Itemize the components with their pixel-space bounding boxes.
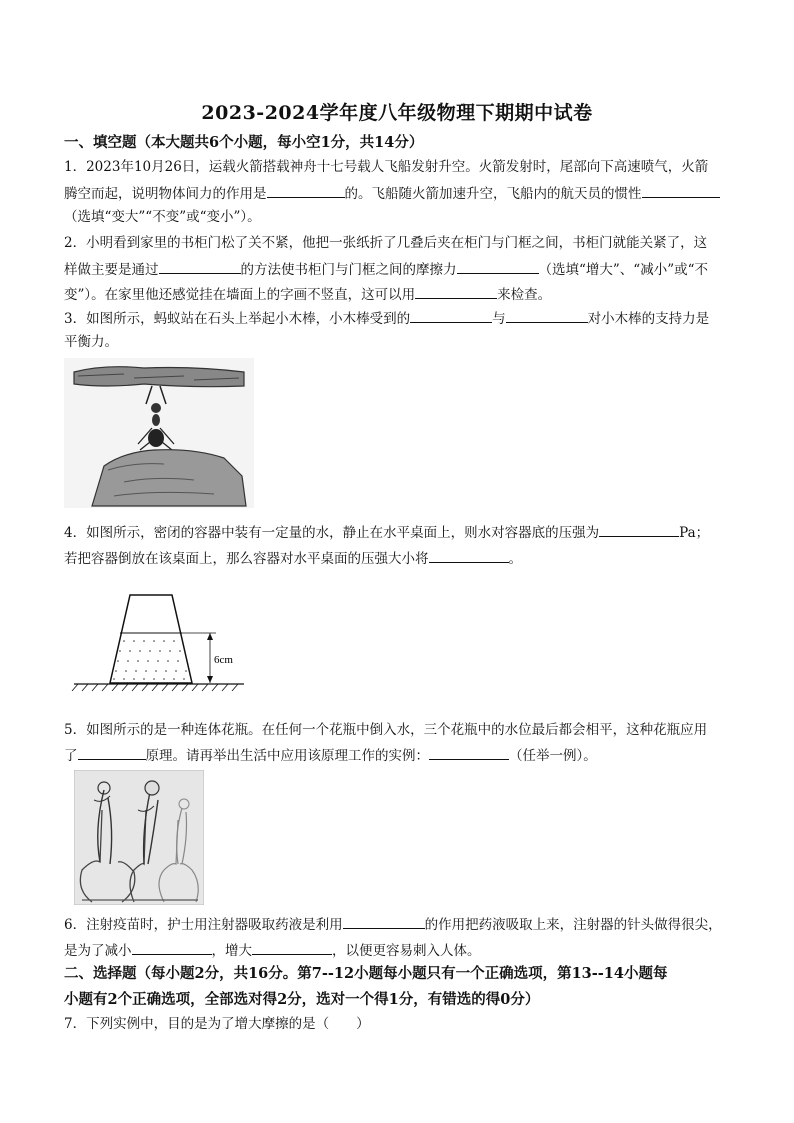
q5-line-2 bbox=[64, 745, 597, 766]
q2-line-1: 2．小明看到家里的书柜门松了关不紧，他把一张纸折了几叠后夹在柜门与门框之间，书柜门就能关紧了，这 bbox=[64, 235, 708, 251]
q2-blank-3[interactable] bbox=[415, 284, 497, 299]
q4-text-c: 若把容器倒放在该桌面上，那么容器对水平桌面的压强大小将 bbox=[64, 551, 429, 567]
q5-text-a: 了 bbox=[64, 748, 78, 764]
q5-text-c: （任举一例）。 bbox=[509, 748, 597, 764]
q6-line-2 bbox=[64, 940, 481, 961]
container-figure bbox=[64, 585, 254, 700]
q5-text-b: 原理。请再举出生活中应用该原理工作的实例： bbox=[145, 748, 429, 764]
q4-text-a: 4．如图所示，密闭的容器中装有一定量的水，静止在水平桌面上，则水对容器底的压强为 bbox=[64, 525, 600, 541]
q6-blank-3[interactable] bbox=[252, 940, 332, 955]
vase-figure bbox=[74, 770, 204, 905]
q1-blank-2[interactable] bbox=[642, 183, 720, 198]
height-label: 6cm bbox=[214, 654, 233, 666]
q2-blank-1[interactable] bbox=[159, 259, 241, 274]
q3-blank-2[interactable] bbox=[506, 308, 588, 323]
q6-line-1 bbox=[64, 914, 722, 935]
q5-line-1: 5．如图所示的是一种连体花瓶。在任何一个花瓶中倒入水，三个花瓶中的水位最后都会相平，这种花瓶应用 bbox=[64, 722, 708, 738]
q4-line-2 bbox=[64, 548, 522, 569]
section-1-heading: 一、填空题（本大题共6个小题，每小空1分，共14分） bbox=[64, 134, 424, 151]
q4-line-1 bbox=[64, 522, 709, 543]
q6-text-a: 6．注射疫苗时，护士用注射器吸取药液是利用 bbox=[64, 917, 343, 933]
q2-blank-2[interactable] bbox=[457, 259, 539, 274]
q6-text-e: ，以便更容易刺入人体。 bbox=[332, 943, 481, 959]
q3-line-2: 平衡力。 bbox=[64, 334, 118, 350]
q1-line-3: （选填“变大”“不变”或“变小”）。 bbox=[64, 209, 261, 225]
q3-blank-1[interactable] bbox=[410, 308, 492, 323]
q2-line-3 bbox=[64, 284, 551, 305]
ant-figure bbox=[64, 358, 254, 508]
q2-text-c: （选填“增大”、“减小”或“不 bbox=[538, 262, 709, 278]
q1-line-1: 1．2023年10月26日，运载火箭搭载神舟十七号载人飞船发射升空。火箭发射时，尾部向下高速喷气，火箭 bbox=[64, 159, 709, 175]
page-title: 2023-2024学年度八年级物理下期期中试卷 bbox=[201, 102, 593, 124]
q4-text-b: Pa； bbox=[679, 525, 710, 541]
q6-text-c: 是为了减小 bbox=[64, 943, 132, 959]
q1-text-a: 腾空而起，说明物体间力的作用是 bbox=[64, 186, 267, 202]
q2-text-a: 样做主要是通过 bbox=[64, 262, 159, 278]
section-2-heading-line-1: 二、选择题（每小题2分，共16分。第7--12小题每小题只有一个正确选项，第13--14小题每 bbox=[64, 965, 668, 982]
q6-blank-2[interactable] bbox=[132, 940, 212, 955]
q3-line-1 bbox=[64, 308, 709, 329]
q5-blank-1[interactable] bbox=[78, 745, 146, 760]
q2-text-d: 变”）。在家里他还感觉挂在墙面上的字画不竖直，这可以用 bbox=[64, 287, 416, 303]
q2-text-b: 的方法使书柜门与门框之间的摩擦力 bbox=[240, 262, 457, 278]
q6-text-d: ，增大 bbox=[211, 943, 252, 959]
q1-blank-1[interactable] bbox=[267, 183, 345, 198]
q1-line-2 bbox=[64, 183, 720, 204]
q4-blank-2[interactable] bbox=[429, 548, 509, 563]
q6-text-b: 的作用把药液吸取上来，注射器的针头做得很尖， bbox=[424, 917, 722, 933]
q2-text-e: 来检查。 bbox=[497, 287, 552, 303]
q4-blank-1[interactable] bbox=[599, 522, 679, 537]
q1-text-b: 的。飞船随火箭加速升空，飞船内的航天员的惯性 bbox=[344, 186, 642, 202]
q3-text-b: 与 bbox=[492, 311, 506, 327]
section-2-heading-line-2: 小题有2个正确选项，全部选对得2分，选对一个得1分，有错选的得0分） bbox=[64, 991, 540, 1008]
q6-blank-1[interactable] bbox=[343, 914, 425, 929]
q4-text-d: 。 bbox=[508, 551, 522, 567]
q3-text-c: 对小木棒的支持力是 bbox=[587, 311, 710, 327]
q3-text-a: 3．如图所示，蚂蚁站在石头上举起小木棒，小木棒受到的 bbox=[64, 311, 411, 327]
q5-blank-2[interactable] bbox=[429, 745, 509, 760]
q2-line-2 bbox=[64, 259, 708, 280]
q7-line-1: 7．下列实例中，目的是为了增大摩擦的是（ ） bbox=[64, 1016, 370, 1032]
